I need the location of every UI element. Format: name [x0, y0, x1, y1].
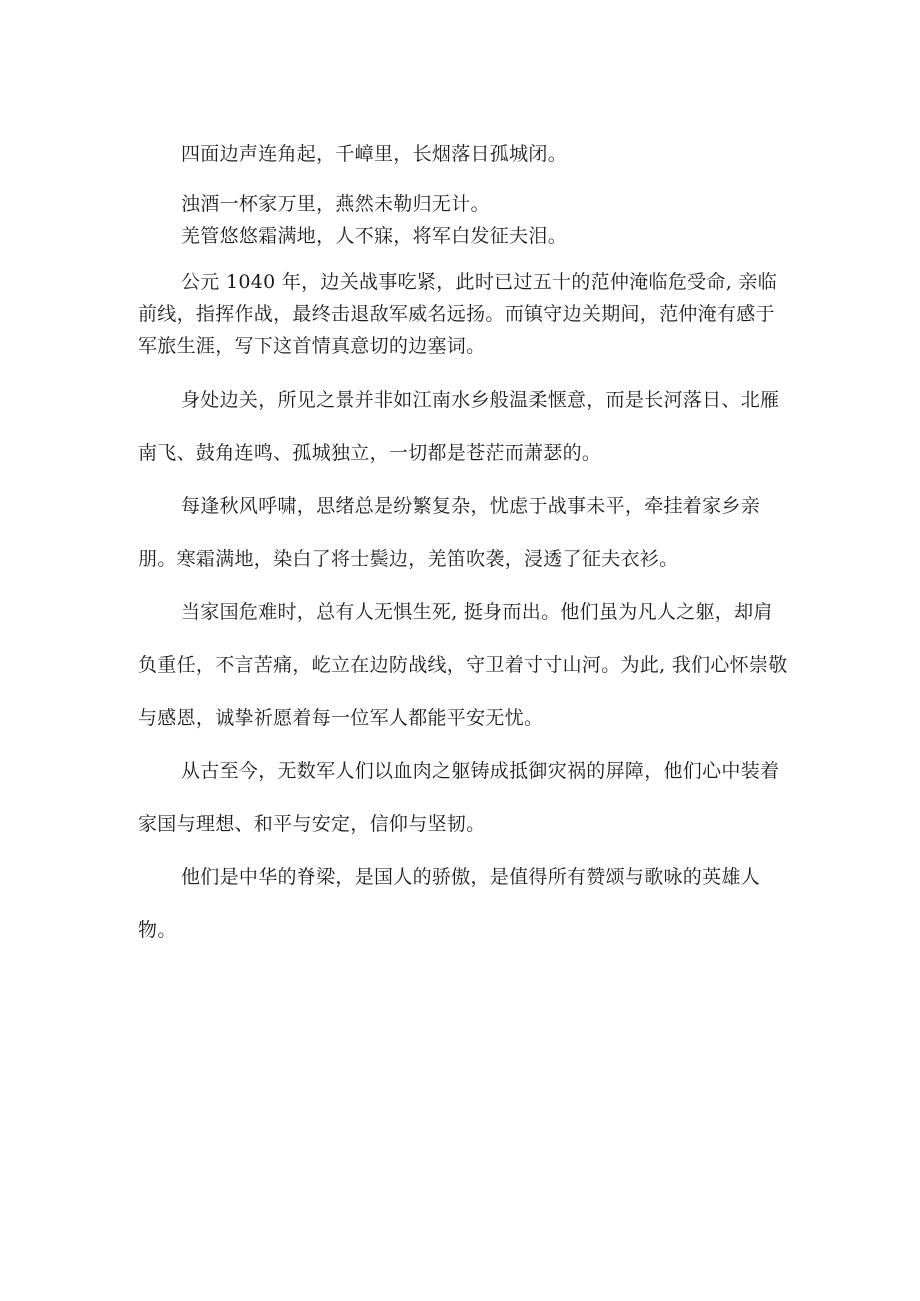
paragraph-scenery: 身处边关，所见之景并非如江南水乡般温柔惬意，而是长河落日、北雁南飞、鼓角连鸣、孤城独立，一切都是苍茫而萧瑟的。: [138, 389, 780, 464]
document-body: [138, 138, 788, 957]
paragraph-soldiers: 当家国危难时，总有人无惧生死, 挺身而出。他们虽为凡人之躯，却肩负重任，不言苦痛，屹立在边防战线，守卫着寸寸山河。为此, 我们心怀崇敬与感恩，诚挚祈愿着每一位军人都能平安无忧。: [138, 601, 788, 729]
poem-line: 四面边声连角起，千嶂里，长烟落日孤城闭。: [181, 143, 568, 165]
paragraph-autumn: 每逢秋风呼啸，思绪总是纷繁复杂，忧虑于战事未平，牵挂着家乡亲朋。寒霜满地，染白了将士鬓边，羌笛吹袭，浸透了征夫衣衫。: [138, 495, 761, 570]
poem-line: 羌管悠悠霜满地，人不寐，将军白发征夫泪。: [181, 225, 568, 247]
paragraph-history: 公元 1040 年，边关战事吃紧，此时已过五十的范仲淹临危受命, 亲临前线，指挥作战，最终击退敌军威名远扬。而镇守边关期间，范仲淹有感于军旅生涯，写下这首情真意切的边塞词。: [138, 271, 778, 357]
paragraph-conclusion: 他们是中华的脊梁，是国人的骄傲，是值得所有赞颂与歌咏的英雄人物。: [138, 866, 761, 941]
poem-block: [138, 138, 788, 252]
poem-line: 浊酒一杯家万里，燕然未勒归无计。: [181, 193, 490, 215]
paragraph-history-soldiers: 从古至今，无数军人们以血肉之躯铸成抵御灾祸的屏障，他们心中装着家国与理想、和平与安定，信仰与坚韧。: [138, 760, 780, 835]
